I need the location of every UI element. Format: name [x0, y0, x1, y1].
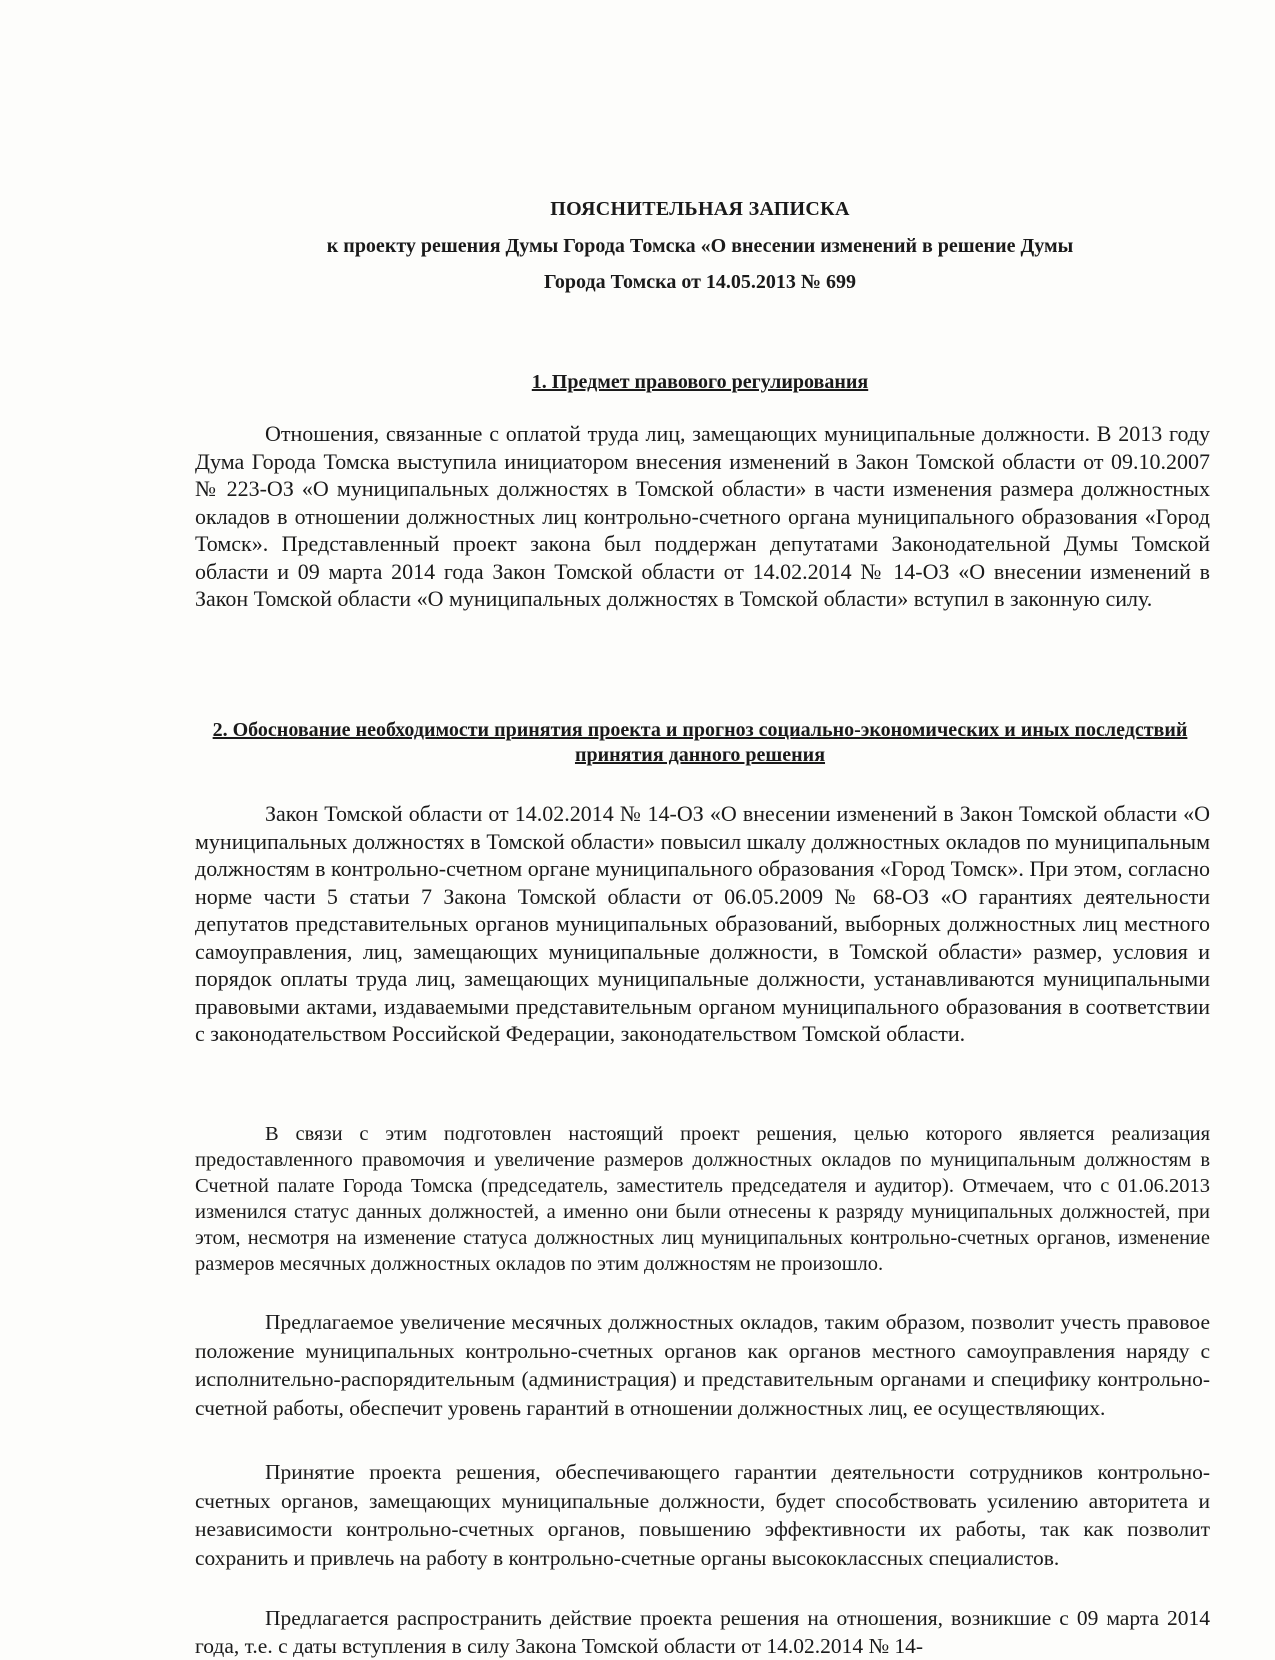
document-subtitle-line-2: Города Томска от 14.05.2013 № 699 — [543, 271, 857, 293]
section-heading-1: 1. Предмет правового регулирования — [531, 371, 869, 393]
section-2-paragraph-3: Предлагаемое увеличение месячных должностных окладов, таким образом, позволит учесть правовое положение муниципальных контрольно-счетных органов как органов местного самоуправления наряду с исполнительно-распорядительным (администрация) и представительным органами и специфику контрольно-счетной работы, обеспечит уровень гарантий в отношении должностных лиц, ее осуществляющих. — [195, 1310, 1210, 1420]
section-2-paragraph-1: Закон Томской области от 14.02.2014 № 14-ОЗ «О внесении изменений в Закон Томской области «О муниципальных должностях в Томской области» повысил шкалу должностных окладов по муниципальным должностям в контрольно-счетном органе муниципального образования «Город Томск». При этом, согласно норме части 5 статьи 7 Закона Томской области от 06.05.2009 № 68-ОЗ «О гарантиях деятельности депутатов представительных органов муниципальных образований, выборных должностных лиц местного самоуправления, лиц, замещающих муниципальные должности, в Томской области» размер, условия и порядок оплаты труда лиц, замещающих муниципальные должности, устанавливаются муниципальными правовыми актами, издаваемыми представительным органом муниципального образования в соответствии с законодательством Российской Федерации, законодательством Томской области. — [195, 801, 1210, 1046]
document-title: ПОЯСНИТЕЛЬНАЯ ЗАПИСКА — [550, 198, 850, 220]
section-2-paragraph-5: Предлагается распространить действие проекта решения на отношения, возникшие с 09 марта 2014 года, т.е. с даты вступления в силу Закона Томской области от 14.02.2014 № 14- — [195, 1606, 1210, 1658]
document-subtitle-line-1: к проекту решения Думы Города Томска «О внесении изменений в решение Думы — [326, 235, 1074, 257]
document-title-block — [190, 190, 1210, 300]
section-heading-2: 2. Обоснование необходимости принятия проекта и прогноз социально-экономических и иных последствий принятия данного решения — [212, 719, 1188, 766]
section-2-paragraph-2: В связи с этим подготовлен настоящий проект решения, целью которого является реализация предоставленного правомочия и увеличение размеров должностных окладов по муниципальным должностям в Счетной палате Города Томска (председатель, заместитель председателя и аудитор). Отмечаем, что с 01.06.2013 изменился статус данных должностей, а именно они были отнесены к разряду муниципальных должностей, при этом, несмотря на изменение статуса должностных лиц муниципальных контрольно-счетных органов, изменение размеров месячных должностных окладов по этим должностям не произошло. — [195, 1123, 1210, 1275]
section-1-paragraph-1: Отношения, связанные с оплатой труда лиц, замещающих муниципальные должности. В 2013 году Дума Города Томска выступила инициатором внесения изменений в Закон Томской области от 09.10.2007 № 223-ОЗ «О муниципальных должностях в Томской области» в части изменения размера должностных окладов в отношении должностных лиц контрольно-счетного органа муниципального образования «Город Томск». Представленный проект закона был поддержан депутатами Законодательной Думы Томской области и 09 марта 2014 года Закон Томской области от 14.02.2014 № 14-ОЗ «О внесении изменений в Закон Томской области «О муниципальных должностях в Томской области» вступил в законную силу. — [195, 421, 1210, 611]
section-2-paragraph-4: Принятие проекта решения, обеспечивающего гарантии деятельности сотрудников контрольно-счетных органов, замещающих муниципальные должности, будет способствовать усилению авторитета и независимости контрольно-счетных органов, повышению эффективности их работы, так как позволит сохранить и привлечь на работу в контрольно-счетные органы высококлассных специалистов. — [195, 1460, 1210, 1570]
